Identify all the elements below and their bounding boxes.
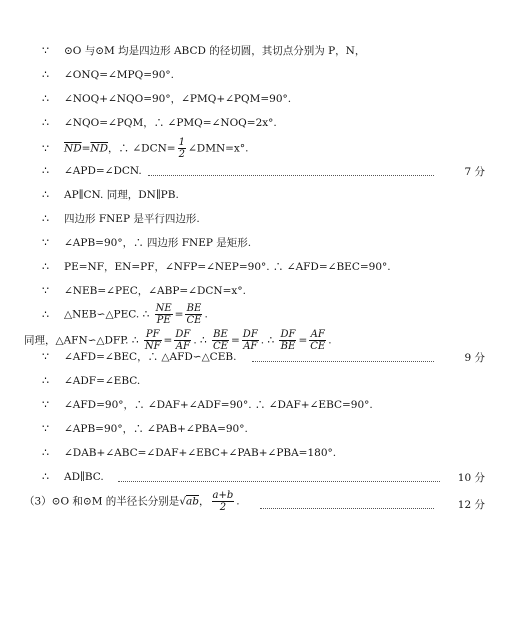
proof-text: ∠APB=90°，∴ ∠PAB+∠PBA=90°. [64, 423, 248, 435]
equals-sign: = [230, 334, 240, 347]
proof-line [42, 422, 485, 436]
proof-text: 同理，△AFN∽△DFP. ∴ [24, 334, 142, 347]
leader-dots [260, 508, 434, 509]
proof-text: AD∥BC. [64, 471, 104, 483]
score-mark: 7 分 [464, 166, 485, 178]
proof-text: ∠AFD=90°，∴ ∠DAF+∠ADF=90°. ∴ ∠DAF+∠EBC=90°. [64, 399, 373, 411]
fraction-mean [212, 490, 235, 513]
arc-nd: $\overline{ND}$ [64, 142, 82, 155]
fraction-denominator: BE [280, 341, 296, 352]
therefore-symbol: ∴ [42, 374, 49, 387]
because-symbol: ∵ [42, 398, 49, 411]
proof-text: ∠ONQ=∠MPQ=90°. [64, 69, 174, 81]
fraction-numerator: PF [144, 329, 162, 341]
proof-text: . [236, 495, 240, 508]
because-symbol: ∵ [42, 141, 49, 155]
because-symbol: ∵ [42, 236, 49, 249]
fraction [279, 329, 296, 352]
fraction-numerator: 1 [178, 137, 185, 148]
fraction-numerator: BE [213, 329, 228, 340]
fraction [155, 303, 173, 326]
proof-line [42, 303, 485, 326]
proof-text: . ∴ [260, 334, 278, 347]
proof-text: ∠APD=∠DCN. [64, 165, 142, 177]
therefore-symbol: ∴ [42, 260, 49, 273]
proof-line [42, 284, 485, 298]
fraction-numerator: BE [186, 303, 202, 314]
proof-text: . ∴ [193, 334, 211, 347]
fraction-denominator: 2 [219, 502, 227, 513]
therefore-symbol: ∴ [42, 92, 49, 105]
sqrt-argument: ab [186, 495, 199, 508]
proof-line [24, 490, 485, 513]
fraction-half [178, 137, 186, 160]
equals-sign: = [298, 334, 308, 347]
sqrt-sign: √ [179, 495, 187, 508]
proof-line [42, 212, 485, 226]
proof-text: ， [199, 495, 210, 508]
therefore-symbol: ∴ [42, 68, 49, 81]
proof-text: （3）⊙O 和⊙M 的半径长分别是 [24, 495, 180, 508]
because-symbol: ∵ [42, 44, 49, 57]
fraction-numerator: DF [175, 329, 191, 340]
fraction [242, 329, 259, 352]
fraction-numerator: DF [280, 329, 296, 340]
therefore-symbol: ∴ [42, 307, 49, 321]
fraction-numerator: a+b [212, 490, 234, 501]
proof-line [42, 137, 485, 160]
proof-text: 四边形 FNEP 是平行四边形. [64, 213, 200, 225]
proof-line [42, 44, 485, 58]
because-symbol: ∵ [42, 284, 49, 297]
proof-line [42, 446, 485, 460]
proof-text: ∠APB=90°，∴ 四边形 FNEP 是矩形. [64, 237, 252, 249]
fraction [185, 303, 202, 326]
proof-line [42, 398, 485, 412]
proof-line [24, 329, 485, 352]
fraction-denominator: CE [186, 315, 202, 326]
fraction [212, 329, 229, 352]
therefore-symbol: ∴ [42, 212, 49, 225]
proof-line [42, 236, 485, 250]
proof-line [42, 374, 485, 388]
fraction-denominator: NF [144, 341, 161, 352]
proof-text: ∠DMN=x°. [187, 142, 249, 155]
because-symbol: ∵ [42, 350, 49, 363]
proof-text: . [204, 308, 208, 321]
proof-text: ⊙O 与⊙M 均是四边形 ABCD 的径切圆，其切点分别为 P，N， [64, 45, 366, 57]
leader-dots [118, 481, 440, 482]
proof-line [42, 188, 485, 202]
score-mark: 9 分 [464, 352, 485, 364]
proof-text: ∠NOQ+∠NQO=90°，∠PMQ+∠PQM=90°. [64, 93, 292, 105]
proof-line [42, 116, 485, 130]
therefore-symbol: ∴ [42, 116, 49, 129]
proof-text: ，∴ ∠DCN= [108, 142, 176, 155]
therefore-symbol: ∴ [42, 470, 49, 483]
fraction [309, 329, 326, 352]
fraction-numerator: AF [310, 329, 325, 340]
therefore-symbol: ∴ [42, 164, 49, 177]
arc-nd: $\overline{ND}$ [90, 142, 109, 155]
proof-text: ∠NEB=∠PEC，∠ABP=∠DCN=x°. [64, 285, 246, 297]
proof-text: PE=NF，EN=PF，∠NFP=∠NEP=90°. ∴ ∠AFD=∠BEC=90°. [64, 261, 391, 273]
proof-text: ∠AFD=∠BEC，∴ △AFD∽△CEB. [64, 351, 237, 363]
leader-dots [148, 175, 434, 176]
fraction [174, 329, 191, 352]
fraction-numerator: NE [155, 303, 172, 314]
fraction-numerator: DF [242, 329, 258, 340]
score-mark: 12 分 [457, 499, 485, 511]
leader-dots [252, 361, 434, 362]
fraction [144, 329, 162, 352]
proof-text: . [328, 334, 332, 347]
proof-text: △NEB∽△PEC. ∴ [64, 308, 153, 321]
fraction-denominator: AF [243, 341, 258, 352]
equals-sign: = [174, 308, 184, 321]
therefore-symbol: ∴ [42, 446, 49, 459]
fraction-denominator: CE [310, 341, 326, 352]
equals-sign: = [81, 142, 91, 155]
proof-line [42, 92, 485, 106]
fraction-denominator: AF [175, 341, 190, 352]
because-symbol: ∵ [42, 422, 49, 435]
fraction-denominator: CE [213, 341, 228, 352]
proof-line [42, 68, 485, 82]
fraction-denominator: PE [156, 315, 171, 326]
equals-sign: = [163, 334, 173, 347]
fraction-denominator: 2 [178, 149, 185, 160]
proof-text: ∠DAB+∠ABC=∠DAF+∠EBC+∠PAB+∠PBA=180°. [64, 447, 337, 459]
proof-text: AP∥CN. 同理，DN∥PB. [64, 189, 179, 201]
score-mark: 10 分 [457, 472, 485, 484]
proof-text: ∠ADF=∠EBC. [64, 375, 141, 387]
proof-text: ∠NQO=∠PQM，∴ ∠PMQ=∠NOQ=2x°. [64, 117, 277, 129]
therefore-symbol: ∴ [42, 188, 49, 201]
proof-line [42, 260, 485, 274]
